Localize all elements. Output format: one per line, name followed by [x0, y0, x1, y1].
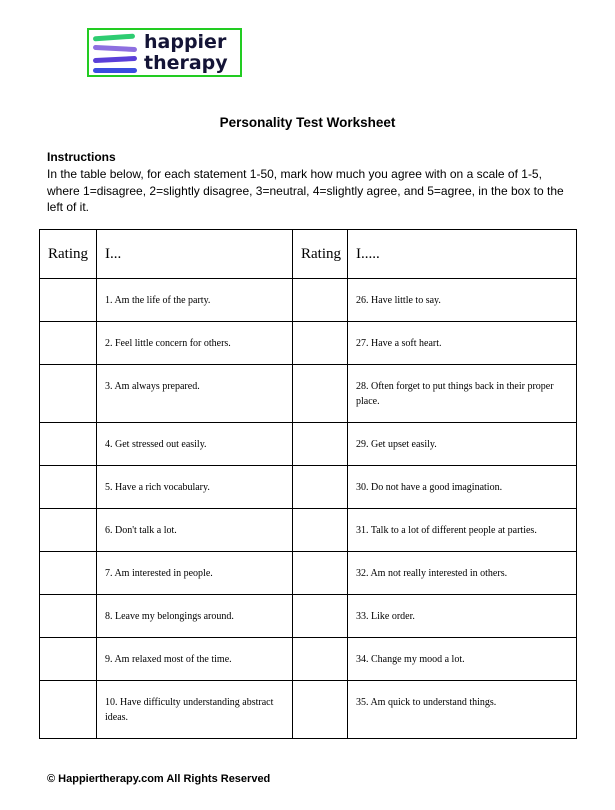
statement-cell: 34. Change my mood a lot.	[348, 638, 577, 681]
rating-cell[interactable]	[293, 279, 348, 322]
instructions-heading: Instructions	[47, 150, 116, 164]
rating-cell[interactable]	[293, 322, 348, 365]
statement-cell: 2. Feel little concern for others.	[97, 322, 293, 365]
table-row	[40, 365, 577, 423]
rating-header: Rating	[40, 230, 97, 279]
statements-table	[39, 229, 577, 739]
table-header-row	[40, 230, 577, 279]
rating-cell[interactable]	[40, 466, 97, 509]
table-row	[40, 423, 577, 466]
rating-cell[interactable]	[40, 681, 97, 739]
rating-cell[interactable]	[40, 595, 97, 638]
statement-cell: 5. Have a rich vocabulary.	[97, 466, 293, 509]
statement-cell: 8. Leave my belongings around.	[97, 595, 293, 638]
table-row	[40, 595, 577, 638]
rating-header: Rating	[293, 230, 348, 279]
statement-cell: 35. Am quick to understand things.	[348, 681, 577, 739]
logo-stripe	[93, 56, 137, 63]
rating-cell[interactable]	[40, 322, 97, 365]
table-row	[40, 322, 577, 365]
logo-stripe	[93, 45, 137, 52]
rating-cell[interactable]	[40, 365, 97, 423]
rating-cell[interactable]	[293, 509, 348, 552]
logo	[87, 28, 242, 77]
rating-cell[interactable]	[293, 681, 348, 739]
rating-cell[interactable]	[40, 509, 97, 552]
rating-cell[interactable]	[40, 279, 97, 322]
rating-cell[interactable]	[293, 466, 348, 509]
statement-cell: 33. Like order.	[348, 595, 577, 638]
logo-text-line2: therapy	[144, 52, 228, 74]
statement-cell: 27. Have a soft heart.	[348, 322, 577, 365]
table-row	[40, 681, 577, 739]
table-row	[40, 552, 577, 595]
instructions-text: In the table below, for each statement 1-50, mark how much you agree with on a scale of 1-5, where 1=disagree, 2=slightly disagree, 3=neutral, 4=slightly agree, and 5=agree, in the box to the left of it.	[47, 167, 564, 214]
logo-stripe	[93, 68, 137, 73]
statement-cell: 26. Have little to say.	[348, 279, 577, 322]
rating-cell[interactable]	[293, 365, 348, 423]
statement-cell: 3. Am always prepared.	[97, 365, 293, 423]
rating-cell[interactable]	[40, 423, 97, 466]
rating-cell[interactable]	[293, 638, 348, 681]
page-title: Personality Test Worksheet	[219, 115, 396, 130]
statement-cell: 28. Often forget to put things back in their proper place.	[348, 365, 577, 423]
rating-cell[interactable]	[293, 552, 348, 595]
statement-cell: 4. Get stressed out easily.	[97, 423, 293, 466]
logo-text-line1: happier	[144, 31, 227, 53]
table-row	[40, 638, 577, 681]
logo-stripe	[93, 34, 135, 42]
statement-cell: 7. Am interested in people.	[97, 552, 293, 595]
statement-cell: 1. Am the life of the party.	[97, 279, 293, 322]
statement-cell: 32. Am not really interested in others.	[348, 552, 577, 595]
rating-cell[interactable]	[293, 423, 348, 466]
table-row	[40, 466, 577, 509]
statement-cell: 9. Am relaxed most of the time.	[97, 638, 293, 681]
statement-cell: 6. Don't talk a lot.	[97, 509, 293, 552]
table-row	[40, 279, 577, 322]
statement-cell: 31. Talk to a lot of different people at parties.	[348, 509, 577, 552]
footer-copyright: © Happiertherapy.com All Rights Reserved	[47, 773, 271, 785]
statement-cell: 30. Do not have a good imagination.	[348, 466, 577, 509]
statement-header: I...	[97, 230, 293, 279]
table-row	[40, 509, 577, 552]
rating-cell[interactable]	[40, 638, 97, 681]
statement-cell: 29. Get upset easily.	[348, 423, 577, 466]
rating-cell[interactable]	[40, 552, 97, 595]
statement-cell: 10. Have difficulty understanding abstract ideas.	[97, 681, 293, 739]
statement-header: I.....	[348, 230, 577, 279]
rating-cell[interactable]	[293, 595, 348, 638]
